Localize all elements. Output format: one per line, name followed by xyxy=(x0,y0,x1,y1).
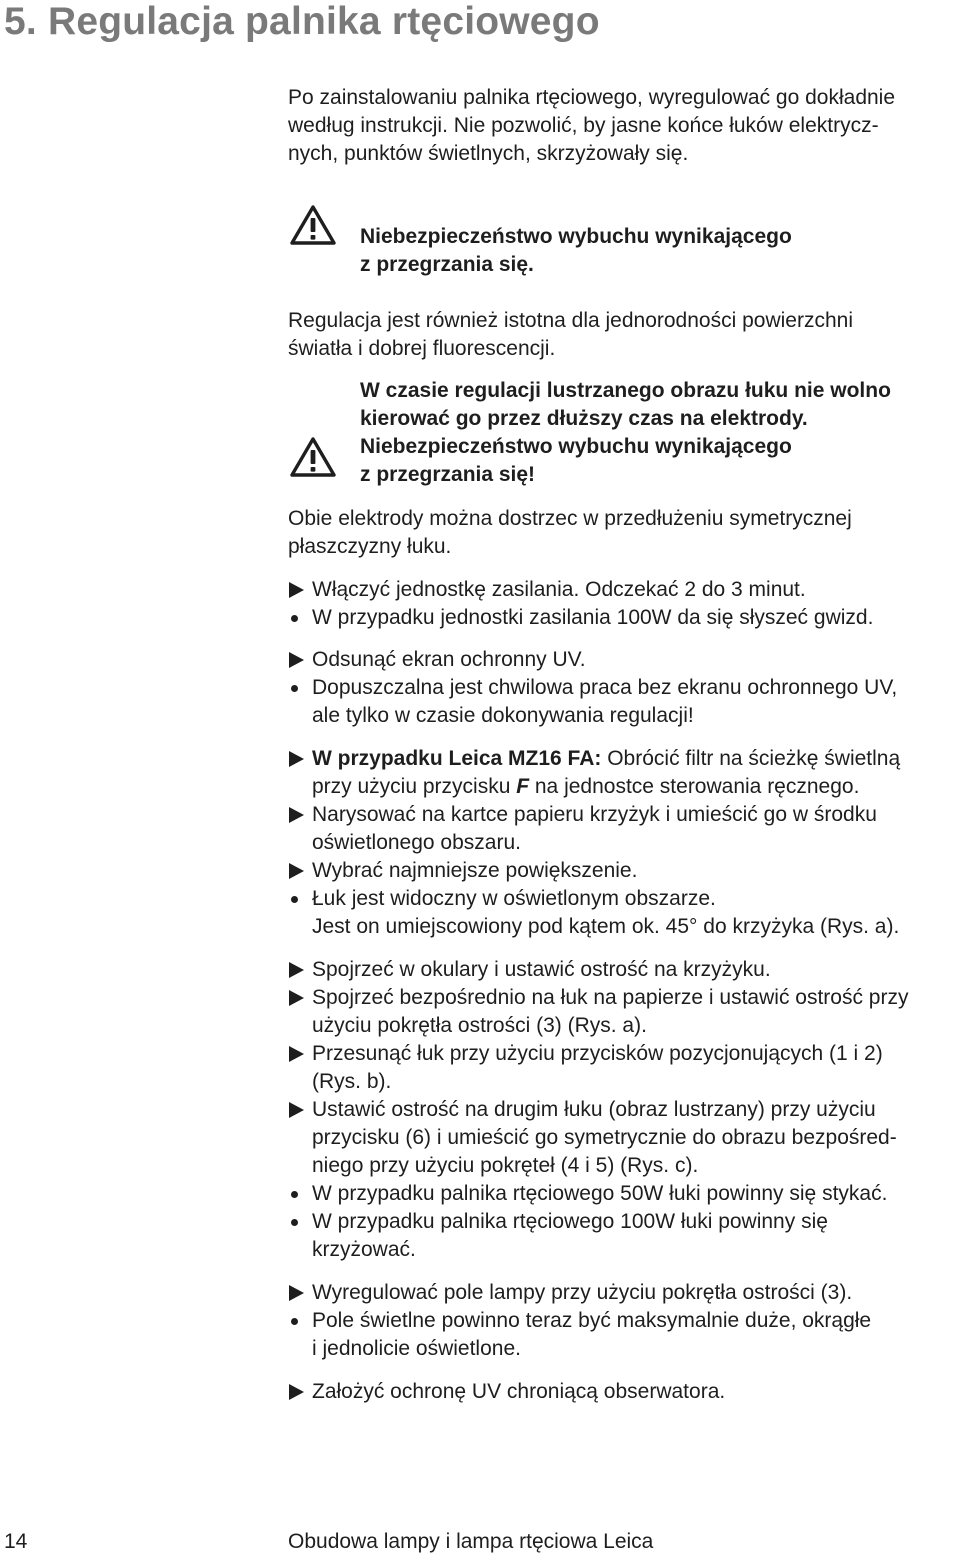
list-item xyxy=(288,1180,960,1208)
text-line: Przesunąć łuk przy użyciu przycisków pozycjonujących (1 i 2) xyxy=(312,1042,883,1065)
list-item xyxy=(288,885,960,941)
step-text: Założyć ochronę UV chroniącą obserwatora. xyxy=(312,1380,726,1403)
text-line: Pole świetlne powinno teraz być maksymalnie duże, okrągłe xyxy=(312,1309,872,1332)
step-arrow-icon xyxy=(288,745,308,773)
step-arrow-icon xyxy=(288,984,308,1012)
text-line: przycisku (6) i umieścić go symetrycznie do obrazu bezpośred- xyxy=(312,1126,897,1149)
intro-paragraph xyxy=(288,84,953,168)
list-item xyxy=(288,745,960,801)
list-item xyxy=(288,1307,960,1363)
text-line: Obie elektrody można dostrzec w przedłużeniu symetrycznej xyxy=(288,507,852,530)
model-label: W przypadku Leica MZ16 FA: xyxy=(312,747,602,770)
list-item xyxy=(288,984,960,1040)
list-item xyxy=(288,801,960,857)
warning-triangle-icon xyxy=(290,436,336,478)
step-arrow-icon xyxy=(288,1040,308,1068)
step-text xyxy=(312,801,960,857)
step-text: Wybrać najmniejsze powiększenie. xyxy=(312,859,638,882)
text-line: Jest on umiejscowiony pod kątem ok. 45° do krzyżyka (Rys. a). xyxy=(312,915,900,938)
warning-explosion xyxy=(360,223,950,279)
bullet-icon xyxy=(288,885,308,913)
step-text: Odsunąć ekran ochronny UV. xyxy=(312,648,586,671)
text-line: płaszczyzny łuku. xyxy=(288,535,452,558)
step-text xyxy=(312,984,960,1040)
step-text xyxy=(312,1096,960,1180)
bullet-icon xyxy=(288,604,308,632)
text-line: W przypadku palnika rtęciowego 100W łuki powinny się xyxy=(312,1210,828,1233)
text-span: przy użyciu przycisku xyxy=(312,775,517,798)
step-text: Wyregulować pole lampy przy użyciu pokrętła ostrości (3). xyxy=(312,1281,853,1304)
step-arrow-icon xyxy=(288,1378,308,1406)
text-line: nych, punktów świetlnych, skrzyżowały się. xyxy=(288,142,689,165)
text-span: na jednostce sterowania ręcznego. xyxy=(529,775,860,798)
step-text xyxy=(312,1040,960,1096)
bullet-icon xyxy=(288,1180,308,1208)
list-item xyxy=(288,646,960,674)
warning-line: z przegrzania się! xyxy=(360,463,536,486)
text-line: Regulacja jest również istotna dla jednorodności powierzchni xyxy=(288,309,853,332)
text-line: światła i dobrej fluorescencji. xyxy=(288,337,556,360)
step-arrow-icon xyxy=(288,1279,308,1307)
text-line xyxy=(312,745,960,773)
step-arrow-icon xyxy=(288,576,308,604)
text-line: (Rys. b). xyxy=(312,1070,392,1093)
warning-line: kierować go przez dłuższy czas na elektrody. xyxy=(360,407,808,430)
step-arrow-icon xyxy=(288,956,308,984)
step-arrow-icon xyxy=(288,646,308,674)
text-line: niego przy użyciu pokręteł (4 i 5) (Rys. c). xyxy=(312,1154,699,1177)
list-item xyxy=(288,857,960,885)
text-line: oświetlonego obszaru. xyxy=(312,831,521,854)
warning-line: Niebezpieczeństwo wybuchu wynikającego xyxy=(360,225,792,248)
text-line: Dopuszczalna jest chwilowa praca bez ekranu ochronnego UV, xyxy=(312,676,898,699)
result-text xyxy=(312,1307,960,1363)
bullet-icon xyxy=(288,1208,308,1236)
bullet-icon xyxy=(288,674,308,702)
page-number: 14 xyxy=(4,1530,28,1553)
text-line: Spojrzeć bezpośrednio na łuk na papierze i ustawić ostrość przy xyxy=(312,986,909,1009)
text-line: krzyżować. xyxy=(312,1238,416,1261)
result-text xyxy=(312,1208,960,1264)
list-item xyxy=(288,1279,960,1307)
list-item xyxy=(288,956,960,984)
text-line: Łuk jest widoczny w oświetlonym obszarze. xyxy=(312,887,716,910)
electrodes-paragraph xyxy=(288,505,953,561)
step-text: Spojrzeć w okulary i ustawić ostrość na krzyżyku. xyxy=(312,958,771,981)
text-line: ale tylko w czasie dokonywania regulacji! xyxy=(312,704,694,727)
footer-title: Obudowa lampy i lampa rtęciowa Leica xyxy=(288,1530,654,1553)
page-title: 5. Regulacja palnika rtęciowego xyxy=(4,0,600,43)
list-item xyxy=(288,1208,960,1264)
text-line: Ustawić ostrość na drugim łuku (obraz lustrzany) przy użyciu xyxy=(312,1098,876,1121)
result-text: W przypadku palnika rtęciowego 50W łuki powinny się stykać. xyxy=(312,1182,888,1205)
list-item xyxy=(288,674,960,730)
list-item xyxy=(288,1378,960,1406)
uniformity-paragraph xyxy=(288,307,953,363)
text-line: Po zainstalowaniu palnika rtęciowego, wyregulować go dokładnie xyxy=(288,86,896,109)
text-line xyxy=(312,773,960,801)
step-text xyxy=(312,745,960,801)
warning-line: Niebezpieczeństwo wybuchu wynikającego xyxy=(360,435,792,458)
step-arrow-icon xyxy=(288,801,308,829)
list-item xyxy=(288,1096,960,1180)
warning-line: z przegrzania się. xyxy=(360,253,534,276)
warning-mirror-image xyxy=(360,377,950,489)
result-text xyxy=(312,674,960,730)
key-label: F xyxy=(516,775,530,798)
list-item xyxy=(288,604,960,632)
step-arrow-icon xyxy=(288,857,308,885)
text-line: Narysować na kartce papieru krzyżyk i umieścić go w środku xyxy=(312,803,877,826)
list-item xyxy=(288,1040,960,1096)
text-line: i jednolicie oświetlone. xyxy=(312,1337,521,1360)
warning-triangle-icon xyxy=(290,204,336,246)
text-span: Obrócić filtr na ścieżkę świetlną xyxy=(601,747,901,770)
result-text xyxy=(312,885,960,941)
result-text: W przypadku jednostki zasilania 100W da się słyszeć gwizd. xyxy=(312,606,874,629)
text-line: według instrukcji. Nie pozwolić, by jasne końce łuków elektrycz- xyxy=(288,114,879,137)
step-arrow-icon xyxy=(288,1096,308,1124)
list-item xyxy=(288,576,960,604)
bullet-icon xyxy=(288,1307,308,1335)
warning-line: W czasie regulacji lustrzanego obrazu łuku nie wolno xyxy=(360,379,891,402)
text-line: użyciu pokrętła ostrości (3) (Rys. a). xyxy=(312,1014,647,1037)
step-text: Włączyć jednostkę zasilania. Odczekać 2 do 3 minut. xyxy=(312,578,806,601)
